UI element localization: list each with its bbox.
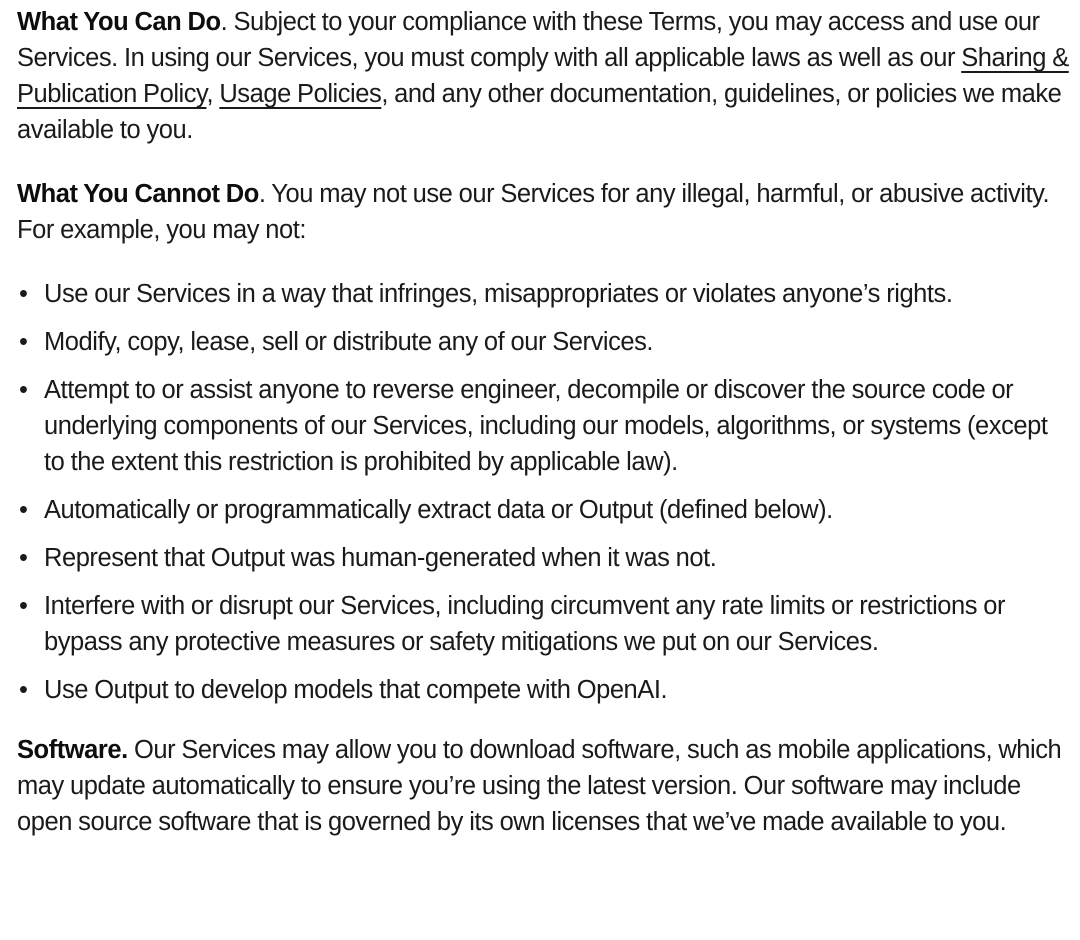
link-separator: , xyxy=(206,80,220,108)
bullet-icon: • xyxy=(19,544,28,572)
list-item-text: Use Output to develop models that compete with OpenAI. xyxy=(44,676,668,704)
list-item-text: Represent that Output was human-generated when it was not. xyxy=(44,544,717,572)
usage-policies-link[interactable]: Usage Policies xyxy=(219,80,382,108)
list-item-text: Modify, copy, lease, sell or distribute any of our Services. xyxy=(44,328,654,356)
list-item-text: Use our Services in a way that infringes, misappropriates or violates anyone’s rights. xyxy=(44,280,953,308)
bullet-icon: • xyxy=(19,328,28,356)
can-do-paragraph xyxy=(17,4,1073,148)
bullet-icon: • xyxy=(19,592,28,620)
cannot-do-paragraph xyxy=(17,176,1073,248)
list-item xyxy=(17,276,1073,312)
list-item xyxy=(17,372,1073,480)
cannot-do-heading: What You Cannot Do xyxy=(17,180,259,208)
software-text: Our Services may allow you to download software, such as mobile applications, which may update automatically to ensure you’re using the latest version. Our software may include open source software that is governed by its own licenses that we’ve made available to you. xyxy=(17,736,1062,836)
bullet-icon: • xyxy=(19,676,28,704)
prohibited-list xyxy=(17,276,1073,708)
can-do-text-2: , and any other documentation, guidelines, or policies we make available to you. xyxy=(17,80,1062,144)
list-item xyxy=(17,324,1073,360)
can-do-text-1: . Subject to your compliance with these Terms, you may access and use our Services. In using our Services, you must comply with all applicable laws as well as our xyxy=(17,8,1040,72)
list-item-text: Attempt to or assist anyone to reverse engineer, decompile or discover the source code or underlying components of our Services, including our models, algorithms, or systems (except to the extent this restriction is prohibited by applicable law). xyxy=(44,376,1048,476)
cannot-do-text: . You may not use our Services for any illegal, harmful, or abusive activity. For example, you may not: xyxy=(17,180,1050,244)
list-item xyxy=(17,672,1073,708)
bullet-icon: • xyxy=(19,376,28,404)
can-do-heading: What You Can Do xyxy=(17,8,221,36)
sharing-publication-policy-link[interactable]: Sharing & Publication Policy xyxy=(17,44,1069,108)
list-item-text: Interfere with or disrupt our Services, including circumvent any rate limits or restrictions or bypass any protective measures or safety mitigations we put on our Services. xyxy=(44,592,1006,656)
list-item-text: Automatically or programmatically extract data or Output (defined below). xyxy=(44,496,833,524)
software-heading: Software. xyxy=(17,736,128,764)
list-item xyxy=(17,540,1073,576)
terms-document xyxy=(17,4,1073,840)
bullet-icon: • xyxy=(19,496,28,524)
list-item xyxy=(17,492,1073,528)
software-paragraph xyxy=(17,732,1073,840)
list-item xyxy=(17,588,1073,660)
bullet-icon: • xyxy=(19,280,28,308)
